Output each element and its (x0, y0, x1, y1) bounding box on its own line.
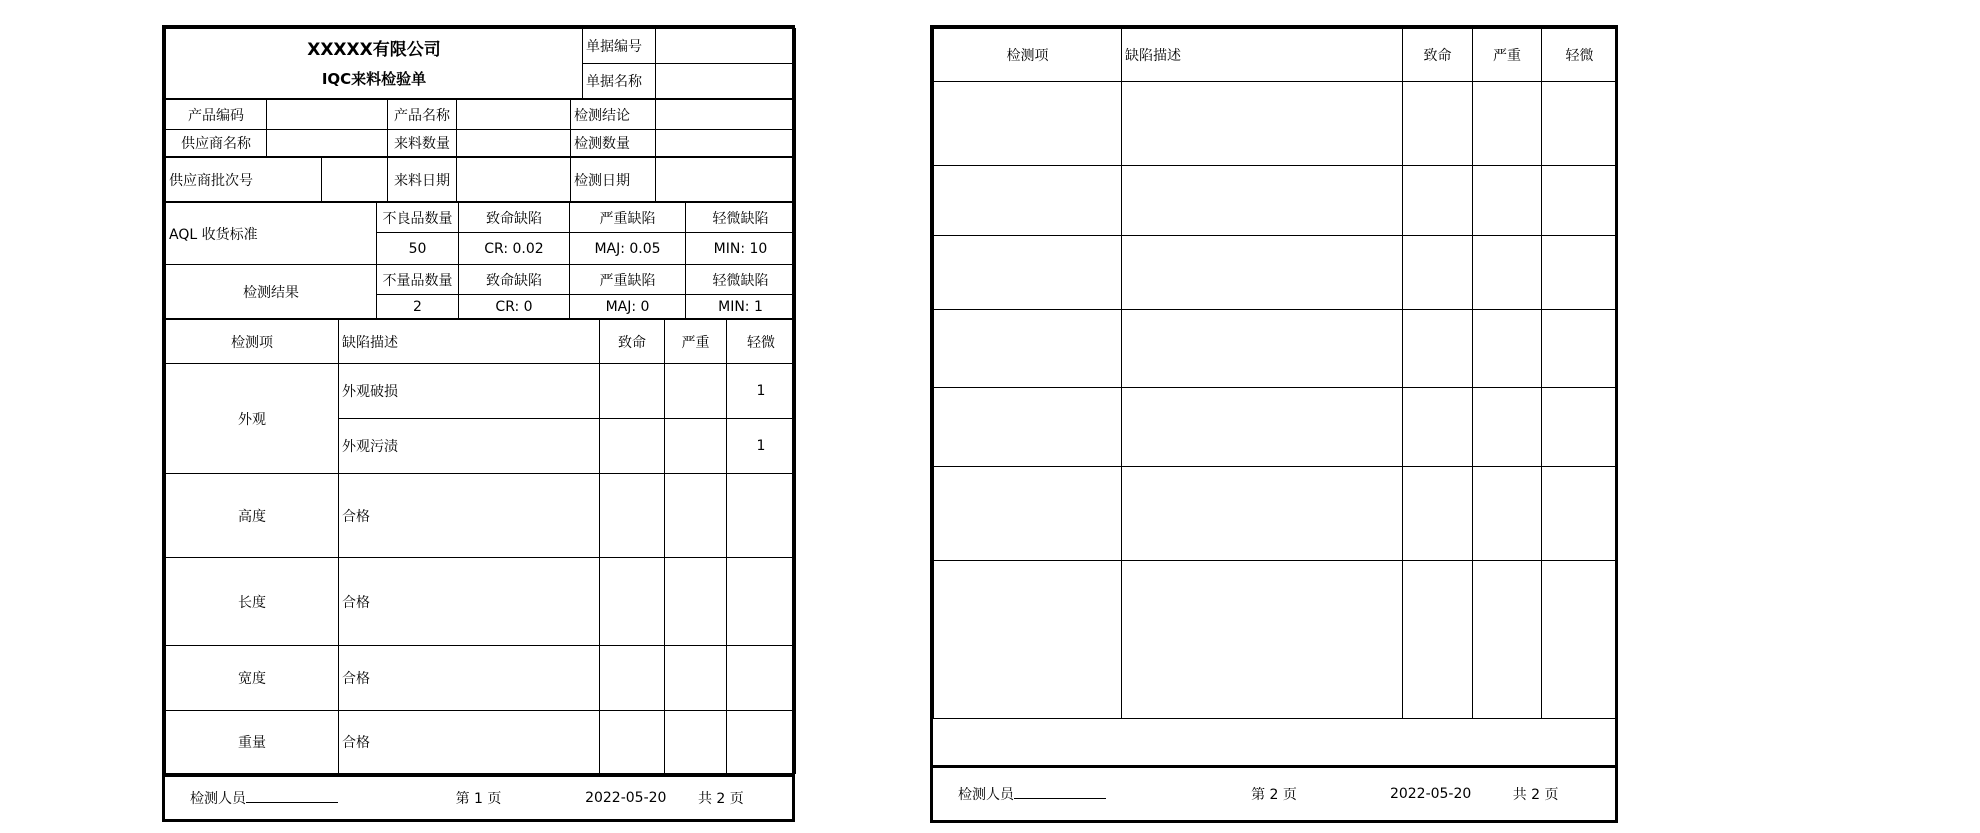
result-major-header: 严重缺陷 (570, 265, 686, 295)
major-count (665, 711, 727, 774)
minor-count (727, 474, 796, 558)
page-number: 第 2 页 (1251, 787, 1297, 803)
minor-count (727, 711, 796, 774)
empty-cell (1542, 236, 1618, 310)
aql-defect-qty-header: 不良品数量 (377, 203, 459, 233)
conclusion-label: 检测结论 (571, 100, 656, 130)
major-count (665, 364, 727, 419)
supplier-batch-label: 供应商批次号 (166, 158, 322, 202)
table-row (934, 467, 1618, 561)
inspector-signature (958, 784, 1106, 804)
defect-desc: 合格 (339, 711, 600, 774)
empty-cell (934, 467, 1122, 561)
empty-cell (1403, 467, 1473, 561)
result-minor-header: 轻微缺陷 (686, 265, 796, 295)
empty-cell (1542, 82, 1618, 166)
table-row (934, 166, 1618, 236)
supplier-name-value (267, 130, 388, 157)
table-row (934, 561, 1618, 719)
product-code-value (267, 100, 388, 130)
critical-count (600, 364, 665, 419)
product-code-label: 产品编码 (166, 100, 267, 130)
minor-count (727, 646, 796, 711)
empty-cell (1542, 388, 1618, 467)
empty-cell (1403, 561, 1473, 719)
empty-cell (1122, 467, 1403, 561)
result-minor-value: MIN: 1 (686, 295, 796, 319)
detail-header-row (166, 320, 796, 364)
empty-cell (1403, 310, 1473, 388)
empty-cell (1473, 310, 1542, 388)
table-row (934, 236, 1618, 310)
result-defect-qty-header: 不量品数量 (377, 265, 459, 295)
critical-count (600, 474, 665, 558)
empty-cell (1542, 467, 1618, 561)
result-label: 检测结果 (166, 265, 377, 319)
empty-cell (934, 561, 1122, 719)
empty-cell (1473, 561, 1542, 719)
page2-detail-table (933, 28, 1618, 719)
total-pages: 共 2 页 (697, 791, 744, 807)
table-row (934, 388, 1618, 467)
incoming-qty-label: 来料数量 (388, 130, 457, 157)
item-column-header: 检测项 (166, 320, 339, 364)
page1-header-table (165, 28, 796, 99)
total-pages: 共 2 页 (1512, 787, 1559, 803)
defect-desc: 合格 (339, 646, 600, 711)
aql-minor-header: 轻微缺陷 (686, 203, 796, 233)
table-row (166, 646, 796, 711)
supplier-batch-value (322, 158, 388, 202)
major-column-header: 严重 (665, 320, 727, 364)
aql-result-table (165, 202, 796, 319)
table-row (166, 558, 796, 646)
result-major-value: MAJ: 0 (570, 295, 686, 319)
empty-cell (1403, 388, 1473, 467)
detail-table (165, 319, 796, 774)
minor-count (727, 558, 796, 646)
page1-footer (165, 774, 792, 819)
signature-line (1014, 785, 1106, 799)
empty-cell (1122, 310, 1403, 388)
critical-column-header: 致命 (1403, 29, 1473, 82)
report-date: 2022-05-20 (585, 790, 667, 806)
table-row (166, 711, 796, 774)
major-count (665, 558, 727, 646)
result-defect-qty: 2 (377, 295, 459, 319)
empty-cell (1473, 236, 1542, 310)
inspect-qty-label: 检测数量 (571, 130, 656, 157)
product-name-label: 产品名称 (388, 100, 457, 130)
empty-cell (1122, 166, 1403, 236)
page-number: 第 1 页 (455, 791, 502, 807)
empty-cell (934, 236, 1122, 310)
empty-cell (1122, 82, 1403, 166)
major-count (665, 646, 727, 711)
result-critical-header: 致命缺陷 (459, 265, 570, 295)
inspect-date-value (656, 158, 796, 202)
inspect-date-label: 检测日期 (571, 158, 656, 202)
incoming-qty-value (457, 130, 571, 157)
defect-desc: 外观破损 (339, 364, 600, 419)
table-row (934, 82, 1618, 166)
critical-count (600, 419, 665, 474)
empty-cell (1122, 561, 1403, 719)
report-date: 2022-05-20 (1389, 786, 1472, 802)
batch-info-table (165, 157, 796, 202)
doc-name-value (656, 64, 796, 99)
critical-count (600, 558, 665, 646)
empty-cell (1473, 467, 1542, 561)
table-row (166, 474, 796, 558)
minor-column-header: 轻微 (727, 320, 796, 364)
signature-line (246, 789, 338, 803)
empty-cell (934, 166, 1122, 236)
critical-column-header: 致命 (600, 320, 665, 364)
page2-footer (933, 765, 1615, 820)
empty-cell (1473, 166, 1542, 236)
aql-defect-qty: 50 (377, 233, 459, 265)
inspector-label: 检测人员 (958, 787, 1014, 803)
desc-column-header: 缺陷描述 (1122, 29, 1403, 82)
empty-cell (1473, 82, 1542, 166)
conclusion-value (656, 100, 796, 130)
aql-minor-value: MIN: 10 (686, 233, 796, 265)
page-2 (930, 25, 1618, 823)
inspect-qty-value (656, 130, 796, 157)
doc-no-label: 单据编号 (583, 29, 656, 64)
defect-desc: 合格 (339, 558, 600, 646)
product-name-value (457, 100, 571, 130)
empty-cell (1542, 561, 1618, 719)
incoming-date-value (457, 158, 571, 202)
form-title: IQC来料检验单 (321, 70, 427, 89)
empty-cell (1403, 236, 1473, 310)
detail-header-row (934, 29, 1618, 82)
item-height: 高度 (166, 474, 339, 558)
company-name: XXXXX有限公司 (307, 39, 441, 60)
result-critical-value: CR: 0 (459, 295, 570, 319)
empty-cell (1473, 388, 1542, 467)
empty-cell (1542, 166, 1618, 236)
table-row (934, 310, 1618, 388)
item-width: 宽度 (166, 646, 339, 711)
major-count (665, 474, 727, 558)
aql-major-value: MAJ: 0.05 (570, 233, 686, 265)
form-title-cell (166, 29, 583, 99)
aql-standard-label: AQL 收货标准 (166, 203, 377, 265)
empty-cell (1403, 82, 1473, 166)
defect-desc: 合格 (339, 474, 600, 558)
empty-cell (1122, 388, 1403, 467)
empty-cell (1542, 310, 1618, 388)
minor-column-header: 轻微 (1542, 29, 1618, 82)
major-column-header: 严重 (1473, 29, 1542, 82)
minor-count: 1 (727, 419, 796, 474)
item-weight: 重量 (166, 711, 339, 774)
desc-column-header: 缺陷描述 (339, 320, 600, 364)
item-appearance: 外观 (166, 364, 339, 474)
product-info-table (165, 99, 796, 157)
empty-cell (934, 82, 1122, 166)
critical-count (600, 646, 665, 711)
item-length: 长度 (166, 558, 339, 646)
empty-cell (934, 388, 1122, 467)
incoming-date-label: 来料日期 (388, 158, 457, 202)
critical-count (600, 711, 665, 774)
page-1 (162, 25, 795, 822)
doc-no-value (656, 29, 796, 64)
aql-critical-header: 致命缺陷 (459, 203, 570, 233)
supplier-name-label: 供应商名称 (166, 130, 267, 157)
inspector-signature (190, 788, 338, 808)
aql-critical-value: CR: 0.02 (459, 233, 570, 265)
doc-name-label: 单据名称 (583, 64, 656, 99)
aql-major-header: 严重缺陷 (570, 203, 686, 233)
empty-cell (1122, 236, 1403, 310)
minor-count: 1 (727, 364, 796, 419)
table-row (166, 364, 796, 419)
empty-cell (934, 310, 1122, 388)
inspector-label: 检测人员 (190, 791, 246, 807)
empty-cell (1403, 166, 1473, 236)
item-column-header: 检测项 (934, 29, 1122, 82)
major-count (665, 419, 727, 474)
defect-desc: 外观污渍 (339, 419, 600, 474)
